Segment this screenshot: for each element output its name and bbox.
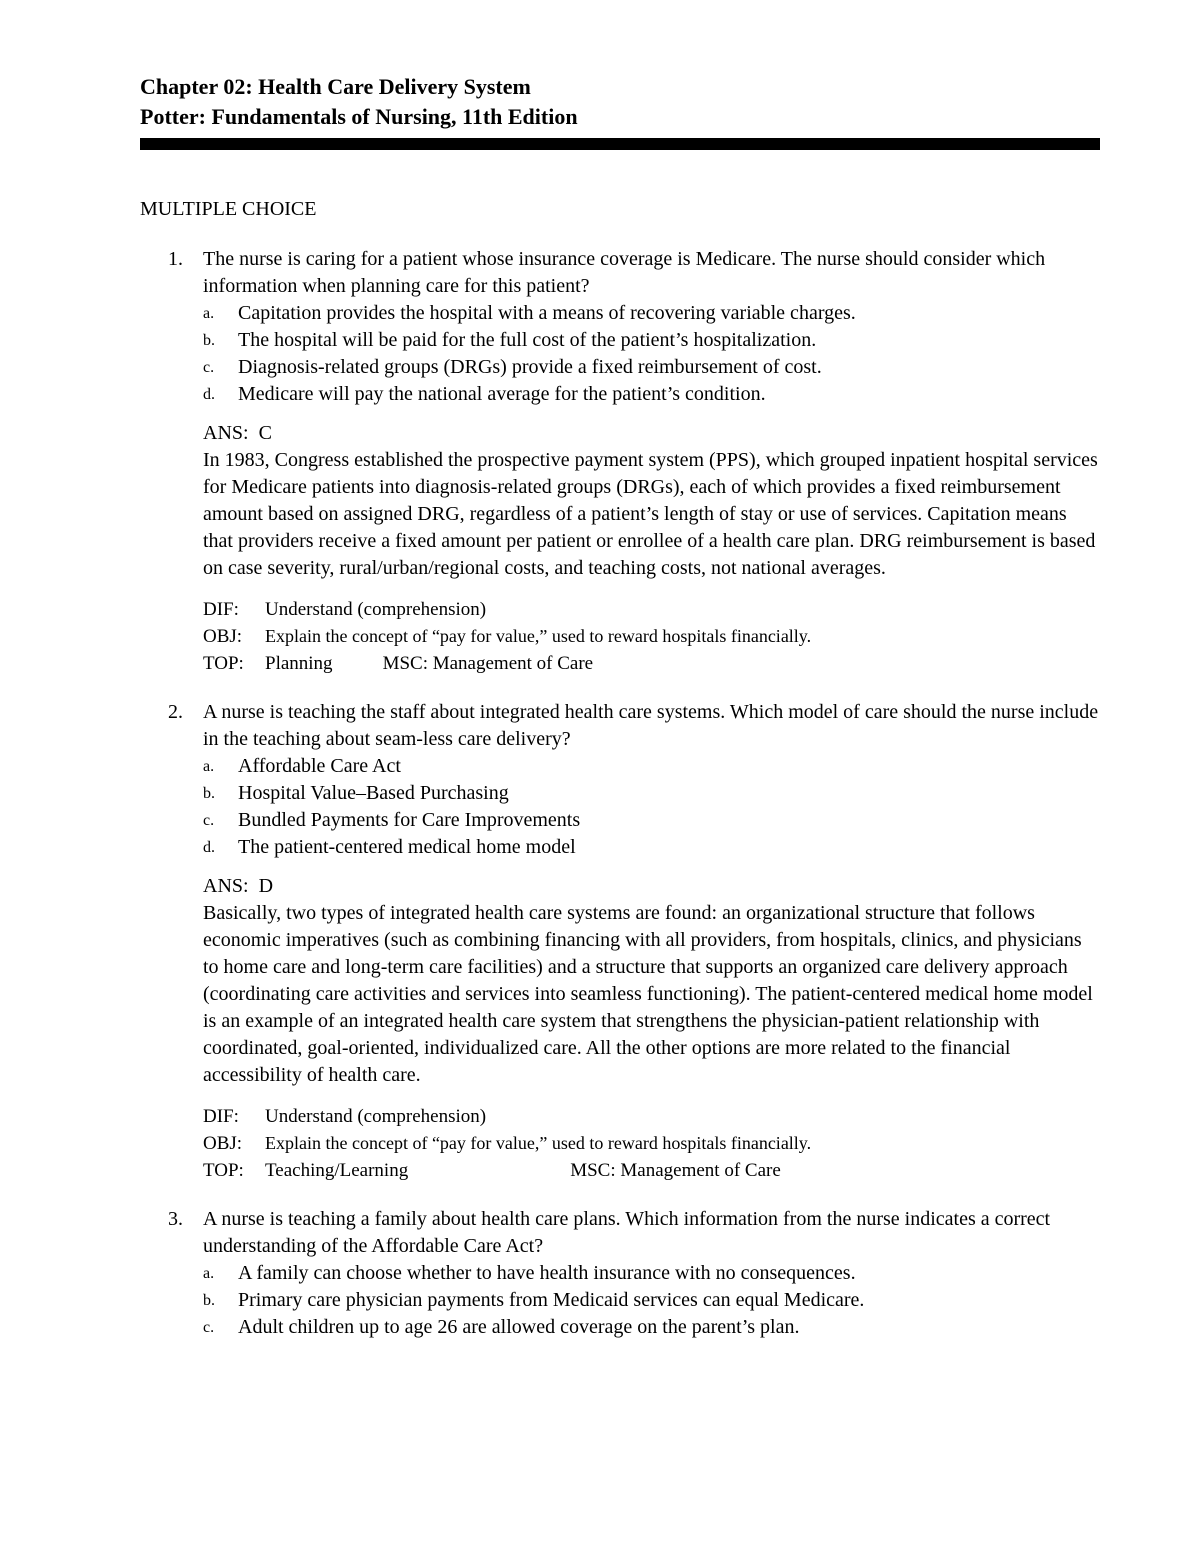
question-stem: The nurse is caring for a patient whose insurance coverage is Medicare. The nurse should consider which information when planning care for this patient? <box>203 248 1046 297</box>
top-row <box>203 650 1100 677</box>
obj-label: OBJ: <box>203 1133 243 1154</box>
option-text: Diagnosis-related groups (DRGs) provide a fixed reimbursement of cost. <box>238 356 822 378</box>
answer-line <box>203 873 1100 900</box>
option-letter: a. <box>203 758 215 775</box>
option-text: Hospital Value–Based Purchasing <box>238 782 509 804</box>
msc-value: Management of Care <box>620 1160 781 1181</box>
option-letter: d. <box>203 386 215 403</box>
question-number: 2. <box>168 701 183 723</box>
question-number: 1. <box>168 248 183 270</box>
option-d <box>203 381 1100 408</box>
top-value: Teaching/Learning <box>265 1160 409 1181</box>
page-content <box>140 72 1100 1363</box>
top-value: Planning <box>265 653 333 674</box>
msc-label: MSC: <box>570 1160 616 1181</box>
dif-label: DIF: <box>203 1106 239 1127</box>
option-letter: c. <box>203 812 215 829</box>
top-row <box>203 1157 1100 1184</box>
chapter-title: Chapter 02: Health Care Delivery System <box>140 74 531 99</box>
answer-options <box>203 300 1100 408</box>
answer-label: ANS: <box>203 422 249 444</box>
option-c <box>203 807 1100 834</box>
option-b <box>203 780 1100 807</box>
rationale: In 1983, Congress established the prospective payment system (PPS), which grouped inpatient hospital services for Medicare patients into diagnosis-related groups (DRGs), each of which provides a fixed reimbursement amount based on assigned DRG, regardless of a patient’s length of stay or use of services. Capitation means that providers receive a fixed amount per patient or enrollee of a health care plan. DRG reimbursement is based on case severity, rural/urban/regional costs, and teaching costs, not national averages. <box>203 449 1098 579</box>
option-b <box>203 327 1100 354</box>
option-text: A family can choose whether to have health insurance with no consequences. <box>238 1262 856 1284</box>
dif-row <box>203 1103 1100 1130</box>
msc-label: MSC: <box>382 653 428 674</box>
option-text: Capitation provides the hospital with a means of recovering variable charges. <box>238 302 856 324</box>
question-2 <box>140 699 1100 1184</box>
answer-value: C <box>258 422 272 444</box>
answer-label: ANS: <box>203 875 249 897</box>
header-divider <box>140 138 1100 150</box>
option-letter: b. <box>203 785 215 802</box>
option-letter: a. <box>203 1265 215 1282</box>
option-letter: d. <box>203 839 215 856</box>
question-stem: A nurse is teaching the staff about integrated health care systems. Which model of care should the nurse include in the teaching about seam-less care delivery? <box>203 701 1099 750</box>
rationale: Basically, two types of integrated health care systems are found: an organizational structure that follows economic imperatives (such as combining financing with all providers, from hospitals, clinics, and physicians to home care and long-term care facilities) and a structure that supports an organized care delivery approach (coordinating care activities and services into seamless functioning). The patient-centered medical home model is an example of an integrated health care system that strengthens the physician-patient relationship with coordinated, goal-oriented, individualized care. All the other options are more related to the financial accessibility of health care. <box>203 902 1093 1086</box>
option-text: Bundled Payments for Care Improvements <box>238 809 581 831</box>
obj-value: Explain the concept of “pay for value,” used to reward hospitals financially. <box>265 1133 812 1153</box>
option-letter: c. <box>203 1319 215 1336</box>
option-letter: b. <box>203 1292 215 1309</box>
option-text: Affordable Care Act <box>238 755 401 777</box>
dif-value: Understand (comprehension) <box>265 1106 487 1127</box>
top-label: TOP: <box>203 1160 244 1181</box>
book-title: Potter: Fundamentals of Nursing, 11th Edition <box>140 104 578 129</box>
answer-options <box>203 753 1100 861</box>
question-3 <box>140 1206 1100 1341</box>
question-stem: A nurse is teaching a family about health care plans. Which information from the nurse indicates a correct understanding of the Affordable Care Act? <box>203 1208 1051 1257</box>
option-a <box>203 1260 1100 1287</box>
option-text: Primary care physician payments from Medicaid services can equal Medicare. <box>238 1289 865 1311</box>
section-heading: MULTIPLE CHOICE <box>140 198 317 220</box>
question-number: 3. <box>168 1208 183 1230</box>
dif-label: DIF: <box>203 599 239 620</box>
option-c <box>203 354 1100 381</box>
option-text: The hospital will be paid for the full cost of the patient’s hospitalization. <box>238 329 817 351</box>
obj-label: OBJ: <box>203 626 243 647</box>
question-metadata <box>203 1103 1100 1184</box>
question-1 <box>140 246 1100 677</box>
option-c <box>203 1314 1100 1341</box>
answer-line <box>203 420 1100 447</box>
option-letter: c. <box>203 359 215 376</box>
answer-options <box>203 1260 1100 1341</box>
option-letter: b. <box>203 332 215 349</box>
option-a <box>203 753 1100 780</box>
msc-value: Management of Care <box>432 653 594 674</box>
option-text: Adult children up to age 26 are allowed coverage on the parent’s plan. <box>238 1316 800 1338</box>
obj-row <box>203 623 1100 650</box>
obj-row <box>203 1130 1100 1157</box>
obj-value: Explain the concept of “pay for value,” used to reward hospitals financially. <box>265 626 812 646</box>
dif-row <box>203 596 1100 623</box>
option-text: The patient-centered medical home model <box>238 836 576 858</box>
option-letter: a. <box>203 305 215 322</box>
top-label: TOP: <box>203 653 244 674</box>
option-d <box>203 834 1100 861</box>
option-b <box>203 1287 1100 1314</box>
question-metadata <box>203 596 1100 677</box>
dif-value: Understand (comprehension) <box>265 599 487 620</box>
option-text: Medicare will pay the national average for the patient’s condition. <box>238 383 766 405</box>
option-a <box>203 300 1100 327</box>
answer-value: D <box>258 875 274 897</box>
